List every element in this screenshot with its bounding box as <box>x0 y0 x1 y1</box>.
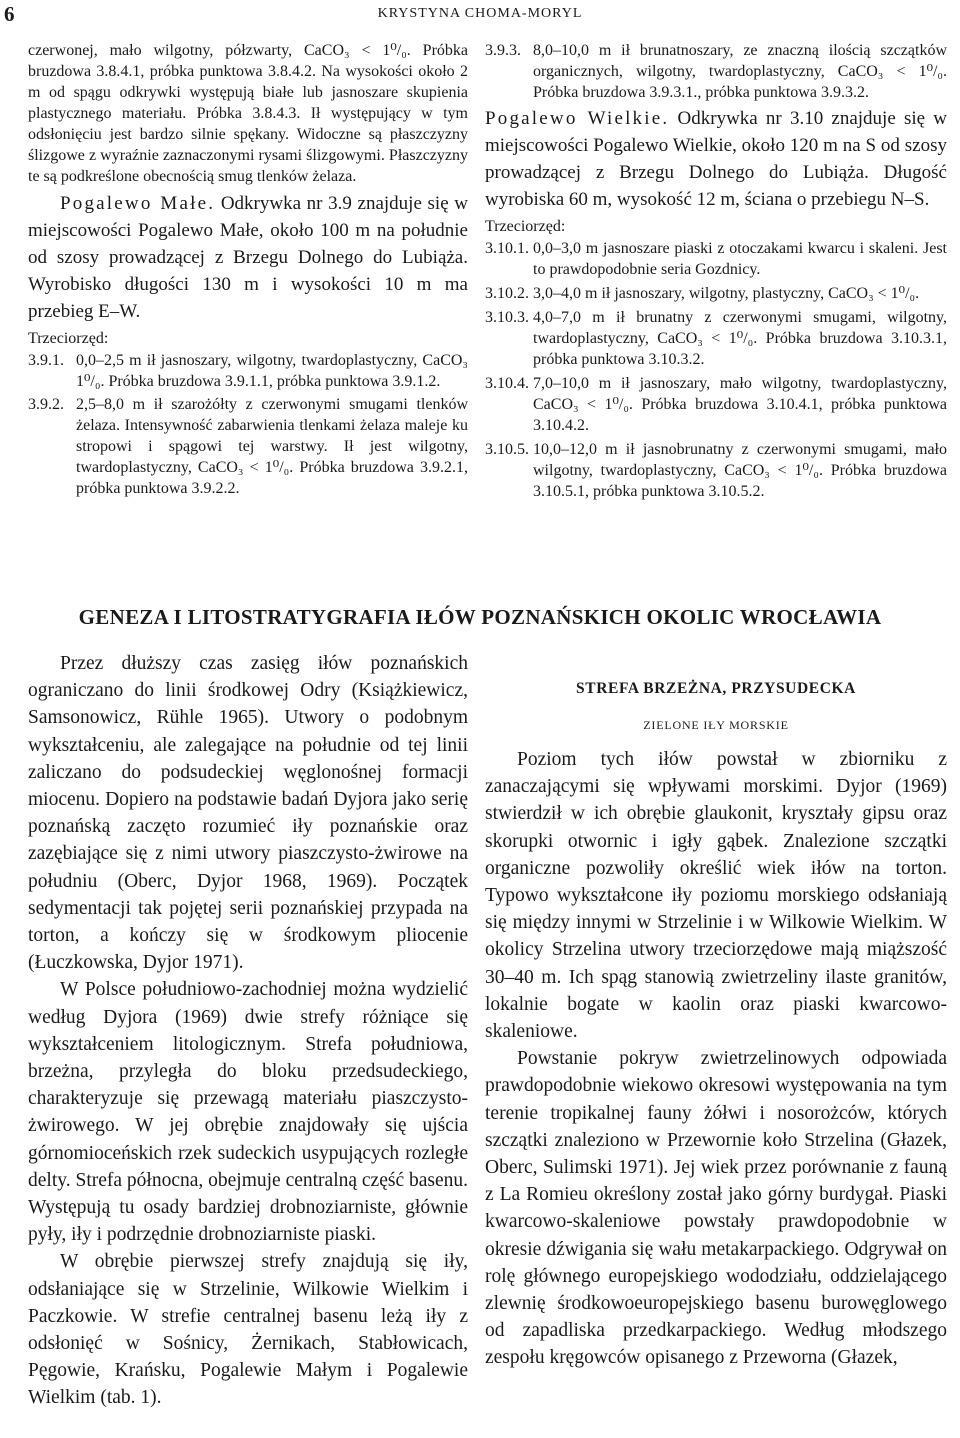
label-trzeciorzed: Trzeciorzęd: <box>28 330 109 347</box>
entry-text: 0,0–2,5 m ił jasnoszary, wilgotny, twardoplastyczny, CaCO₃ 1⁰/₀. Próbka bruzdowa 3.9.1.1, próbka punktowa 3.9.1.2. <box>76 352 468 390</box>
entry-number: 3.9.2. <box>28 396 64 413</box>
body-paragraph: Powstanie pokryw zwietrzelinowych odpowiada prawdopodobnie wiekowo okresowi występowania na tym terenie tropikalnej fauny żółwi i nosorożców, których szczątki znaleziono w Przewornie koło Strzelina (Głazek, Oberc, Sulimski 1971). Jej wiek przez porównanie z fauną z La Romieu określony został jako górny burdygał. Piaski kwarcowo-skaleniowe powstały prawdopodobnie w okresie dźwigania się wału metakarpackiego. Odgrywał on rolę głównego europejskiego wododziału, oddzielającego zlewnię środkowoeuropejskiego basenu burowęglowego od zapadliska przedkarpackiego. Według młodszego zespołu kręgowców opisanego z Przeworna (Głazek, <box>485 1048 947 1369</box>
body-paragraph: Poziom tych iłów powstał w zbiorniku z zanaczającymi się wpływami morskimi. Dyjor (1969) stwierdził w ich obrębie glaukonit, kryształy gipsu oraz skorupki otwornic i igły gąbek. Znalezione szczątki organiczne pozwoliły określić wiek iłów na torton. Typowo wykształcone iły poziomu morskiego odsłaniają się między innymi w Strzelinie i w Wilkowie Wielkim. W okolicy Strzelina utwory trzeciorzędowe mają miąższość 30–40 m. Ich spąg stanowią zwietrzeliny ilaste granitów, lokalnie bogate w kaolin oraz piaski kwarcowo-skaleniowe. <box>485 749 947 1043</box>
running-head: KRYSTYNA CHOMA-MORYL <box>377 6 583 21</box>
label-trzeciorzed: Trzeciorzęd: <box>485 218 566 235</box>
left-top-column <box>28 40 468 499</box>
entry-text: 7,0–10,0 m ił jasnoszary, mało wilgotny, twardoplastyczny, CaCO₃ < 1⁰/₀. Próbka bruzdowa 3.10.4.1, próbka punktowa 3.10.4.2. <box>533 375 947 434</box>
entry-text: 10,0–12,0 m ił jasnobrunatny z czerwonymi smugami, mało wilgotny, twardoplastyczny, CaCO₃ < 1⁰/₀. Próbka bruzdowa 3.10.5.1, próbka punktowa 3.10.5.2. <box>533 441 947 500</box>
entry-number: 3.9.1. <box>28 352 64 369</box>
subsection-heading: STREFA BRZEŻNA, PRZYSUDECKA <box>576 680 856 697</box>
list-item <box>485 238 947 280</box>
body-paragraph: Przez dłuższy czas zasięg iłów poznańskich ograniczano do linii środkowej Odry (Książkiewicz, Samsonowicz, Rühle 1965). Utwory o podobnym wykształceniu, ale zalegające na południe od tej linii zaliczano do podsudeckiej węglonośnej formacji miocenu. Dopiero na podstawie badań Dyjora jako serię poznańską zaczęto rozumieć iły poznańskie oraz zazębiające się z nimi utwory piaszczysto-żwirowe na południu (Oberc, Dyjor 1968, 1969). Początek sedymentacji tak pojętej serii poznańskiej przypada na torton, a kończy się w środkowym pliocenie (Łuczkowska, Dyjor 1971). <box>28 653 468 974</box>
list-item <box>485 307 947 370</box>
paragraph-pogalewo-wielkie-text: Odkrywka nr 3.10 znajduje się w miejscowości Pogalewo Wielkie, około 120 m na S od szosy prowadzącej z Brzegu Dolnego do Lubiąża. Długość wyrobiska 60 m, wysokość 12 m, ściana o przebiegu N–S. <box>485 108 947 210</box>
subsubsection-heading: ZIELONE IŁY MORSKIE <box>643 718 789 732</box>
right-top-column <box>485 40 947 502</box>
list-item <box>485 439 947 502</box>
entry-text: 4,0–7,0 m ił brunatny z czerwonymi smugami, wilgotny, twardoplastyczny, CaCO₃ < 1⁰/₀. Próbka bruzdowa 3.10.3.1, próbka punktowa 3.10.3.2. <box>533 309 947 368</box>
entry-number: 3.9.3. <box>485 42 521 59</box>
list-item <box>28 394 468 499</box>
entry-text: 2,5–8,0 m ił szarożółty z czerwonymi smugami tlenków żelaza. Intensywność zabarwienia tlenkami żelaza maleje ku stropowi i spągowi tej warstwy. Ił jest wilgotny, twardoplastyczny, CaCO₃ < 1⁰/₀. Próbka bruzdowa 3.9.2.1, próbka punktowa 3.9.2.2. <box>76 396 468 497</box>
page-header <box>0 0 960 30</box>
heading-pogalewo-wielkie: Pogalewo Wielkie. <box>485 108 670 129</box>
body-paragraph: W Polsce południowo-zachodniej można wydzielić według Dyjora (1969) dwie strefy różniące się wykształceniem litologicznym. Strefa południowa, brzeżna, przyległa do bloku przedsudeckiego, charakteryzuje się przewagą materiału piaszczysto-żwirowego. W jej obrębie znajdowały się ujścia górnomioceńskich rzek sudeckich usypujących rozległe delty. Strefa północna, obejmuje centralną część basenu. Występują tu osady bardziej drobnoziarniste, głównie pyły, iły i podrzędnie drobnoziarniste piaski. <box>28 979 469 1246</box>
paragraph-continued: czerwonej, mało wilgotny, półzwarty, CaCO₃ < 1⁰/₀. Próbka bruzdowa 3.8.4.1, próbka punktowa 3.8.4.2. Na wysokości około 2 m od spągu odkrywki występują białe lub jasnoszare skupienia plastycznego materiału. Próbka 3.8.4.3. Ił występujący w tym odsłonięciu jest bardzo silnie spękany. Widoczne są płaszczyzny ślizgowe z wyraźnie zaznaczonymi rysami ślizgowymi. Płaszczyzny te są podkreślone obecnością smug tlenków żelaza. <box>28 42 468 185</box>
entry-number: 3.10.1. <box>485 240 529 257</box>
section-title: GENEZA I LITOSTRATYGRAFIA IŁÓW POZNAŃSKICH OKOLIC WROCŁAWIA <box>78 605 882 629</box>
paragraph-pogalewo-male <box>28 190 468 325</box>
entry-number: 3.10.4. <box>485 375 529 392</box>
entry-number: 3.10.3. <box>485 309 529 326</box>
page-number: 6 <box>4 2 15 26</box>
list-item <box>485 40 947 103</box>
list-item <box>485 373 947 436</box>
entry-text: 8,0–10,0 m ił brunatnoszary, ze znaczną ilością szczątków organicznych, wilgotny, twardoplastyczny, CaCO₃ < 1⁰/₀. Próbka bruzdowa 3.9.3.1., próbka punktowa 3.9.3.2. <box>533 42 947 101</box>
left-bottom-column <box>28 650 468 1412</box>
entry-number: 3.10.2. <box>485 285 529 302</box>
body-paragraph: W obrębie pierwszej strefy znajdują się iły, odsłaniające się w Strzelinie, Wilkowie Wielkim i Paczkowie. W strefie centralnej basenu leżą iły z odsłonięć w Sośnicy, Żernikach, Stabłowicach, Pęgowie, Krańsku, Pogalewie Małym i Pogalewie Wielkim (tab. 1). <box>28 1251 468 1409</box>
heading-pogalewo-male: Pogalewo Małe. <box>60 193 216 214</box>
list-item <box>28 350 468 392</box>
entry-number: 3.10.5. <box>485 441 529 458</box>
entry-text: 3,0–4,0 m ił jasnoszary, wilgotny, plastyczny, CaCO₃ < 1⁰/₀. <box>533 285 920 302</box>
list-item <box>485 283 947 304</box>
paragraph-pogalewo-wielkie <box>485 105 947 213</box>
right-bottom-column <box>485 650 947 1372</box>
entry-text: 0,0–3,0 m jasnoszare piaski z otoczakami kwarcu i skaleni. Jest to prawdopodobnie seria Gozdnicy. <box>533 240 947 278</box>
paragraph-pogalewo-male-text: Odkrywka nr 3.9 znajduje się w miejscowości Pogalewo Małe, około 100 m na południe od szosy prowadzącej z Brzegu Dolnego do Lubiąża. Wyrobisko długości 130 m i wysokości 10 m ma przebieg E–W. <box>28 193 468 322</box>
